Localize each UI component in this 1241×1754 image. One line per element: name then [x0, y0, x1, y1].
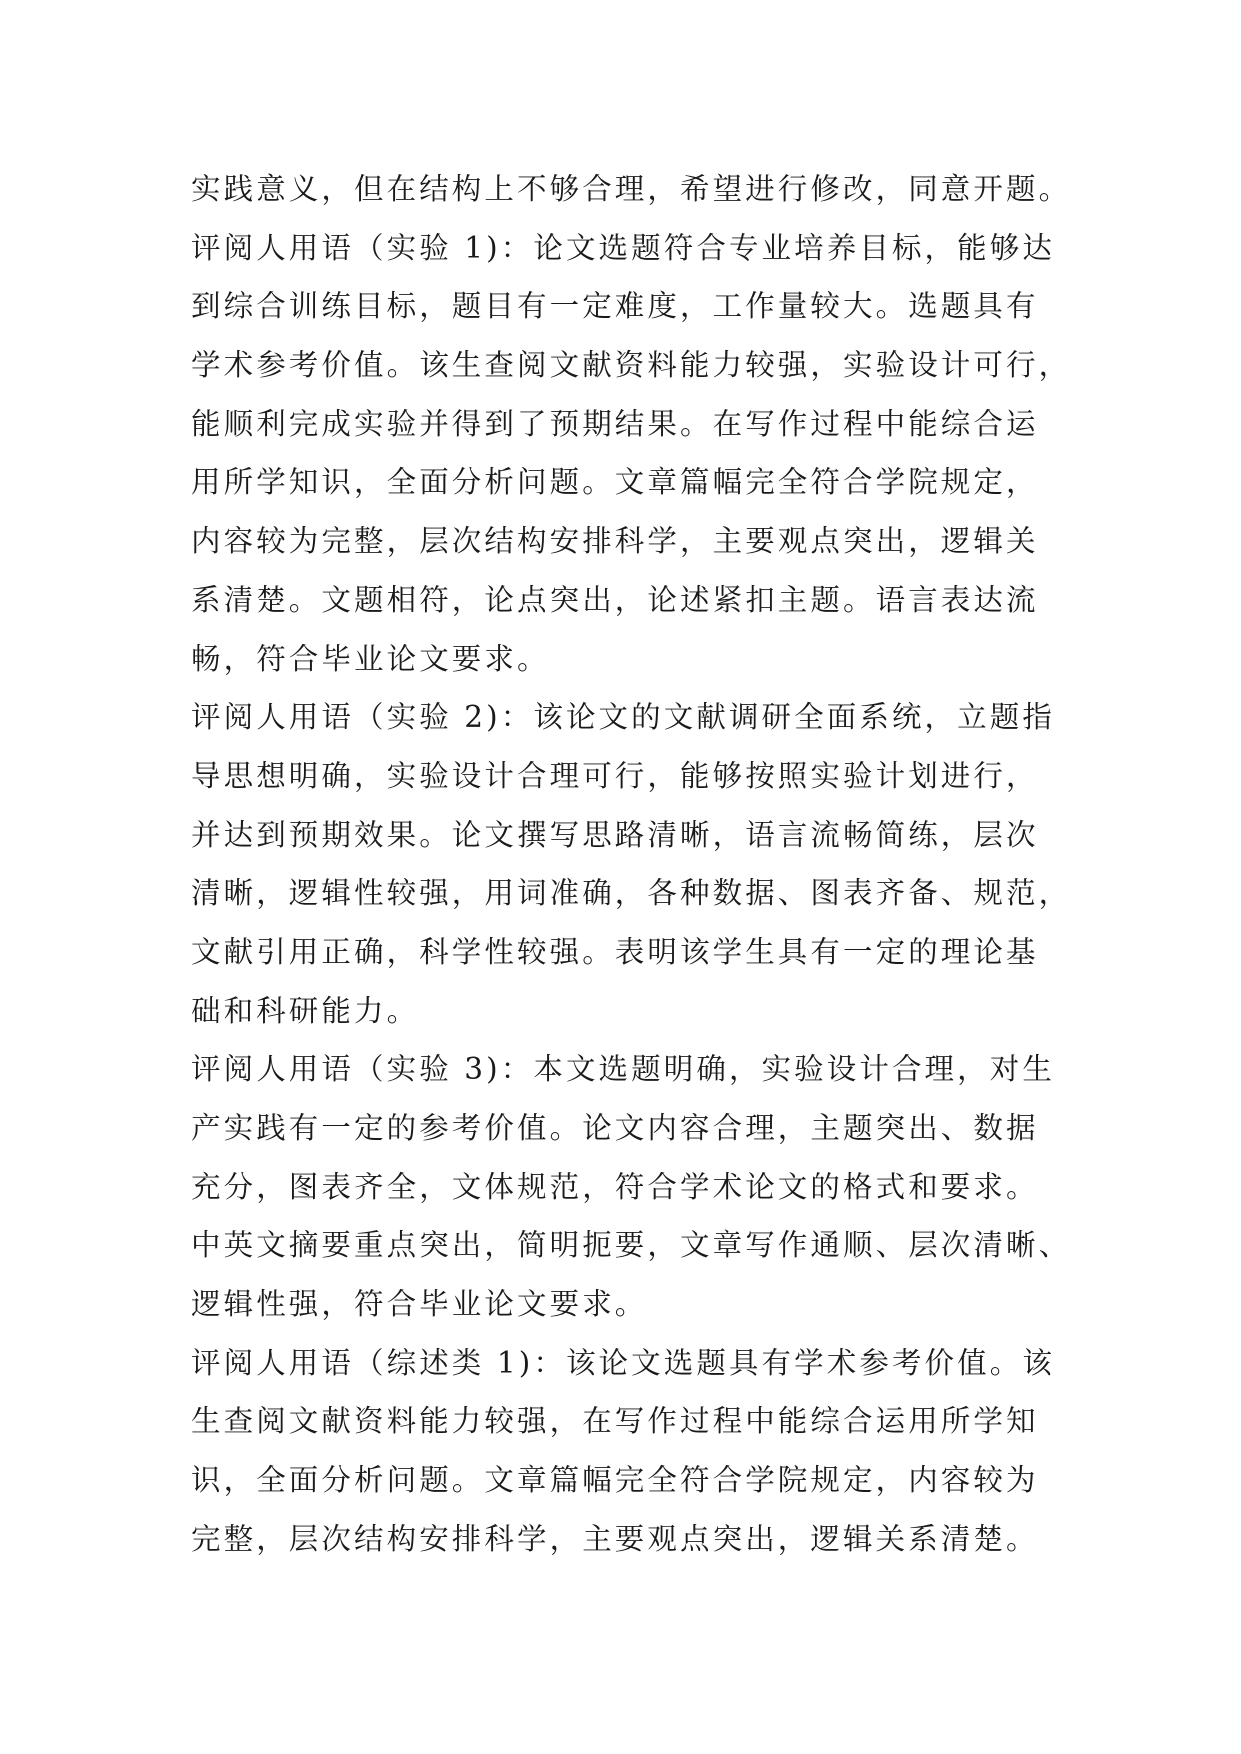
text-line: 评阅人用语（实验 3)：本文选题明确，实验设计合理，对生	[191, 1052, 1055, 1087]
text-line: 础和科研能力。	[191, 993, 420, 1028]
text-line: 文献引用正确，科学性较强。表明该学生具有一定的理论基	[191, 934, 1039, 969]
body-text	[191, 160, 1072, 1569]
text-line: 完整，层次结构安排科学，主要观点突出，逻辑关系清楚。	[191, 1521, 1039, 1556]
text-line: 逻辑性强，符合毕业论文要求。	[191, 1287, 648, 1322]
text-line: 评阅人用语（实验 2)：该论文的文献调研全面系统，立题指	[191, 700, 1055, 735]
text-line: 产实践有一定的参考价值。论文内容合理，主题突出、数据	[191, 1111, 1039, 1145]
text-line: 用所学知识，全面分析问题。文章篇幅完全符合学院规定，	[191, 465, 1039, 500]
text-line: 评阅人用语（综述类 1)：该论文选题具有学术参考价值。该	[191, 1345, 1055, 1380]
text-line: 识，全面分析问题。文章篇幅完全符合学院规定，内容较为	[191, 1463, 1039, 1498]
text-line: 评阅人用语（实验 1)：论文选题符合专业培养目标，能够达	[191, 230, 1055, 265]
text-line: 中英文摘要重点突出，简明扼要，文章写作通顺、层次清晰、	[191, 1228, 1072, 1263]
text-line: 能顺利完成实验并得到了预期结果。在写作过程中能综合运	[191, 406, 1039, 441]
text-line: 到综合训练目标，题目有一定难度，工作量较大。选题具有	[191, 289, 1039, 324]
text-line: 生查阅文献资料能力较强，在写作过程中能综合运用所学知	[191, 1404, 1039, 1439]
text-line: 系清楚。文题相符，论点突出，论述紧扣主题。语言表达流	[191, 582, 1039, 617]
text-line: 畅，符合毕业论文要求。	[191, 641, 550, 676]
text-line: 导思想明确，实验设计合理可行，能够按照实验计划进行，	[191, 758, 1039, 793]
text-line: 清晰，逻辑性较强，用词准确，各种数据、图表齐备、规范，	[191, 876, 1072, 911]
text-line: 实践意义，但在结构上不够合理，希望进行修改，同意开题。	[191, 172, 1072, 206]
text-line: 并达到预期效果。论文撰写思路清晰，语言流畅简练，层次	[191, 817, 1039, 852]
text-line: 充分，图表齐全，文体规范，符合学术论文的格式和要求。	[191, 1169, 1039, 1204]
text-line: 内容较为完整，层次结构安排科学，主要观点突出，逻辑关	[191, 524, 1039, 559]
text-line: 学术参考价值。该生查阅文献资料能力较强，实验设计可行，	[191, 348, 1072, 383]
